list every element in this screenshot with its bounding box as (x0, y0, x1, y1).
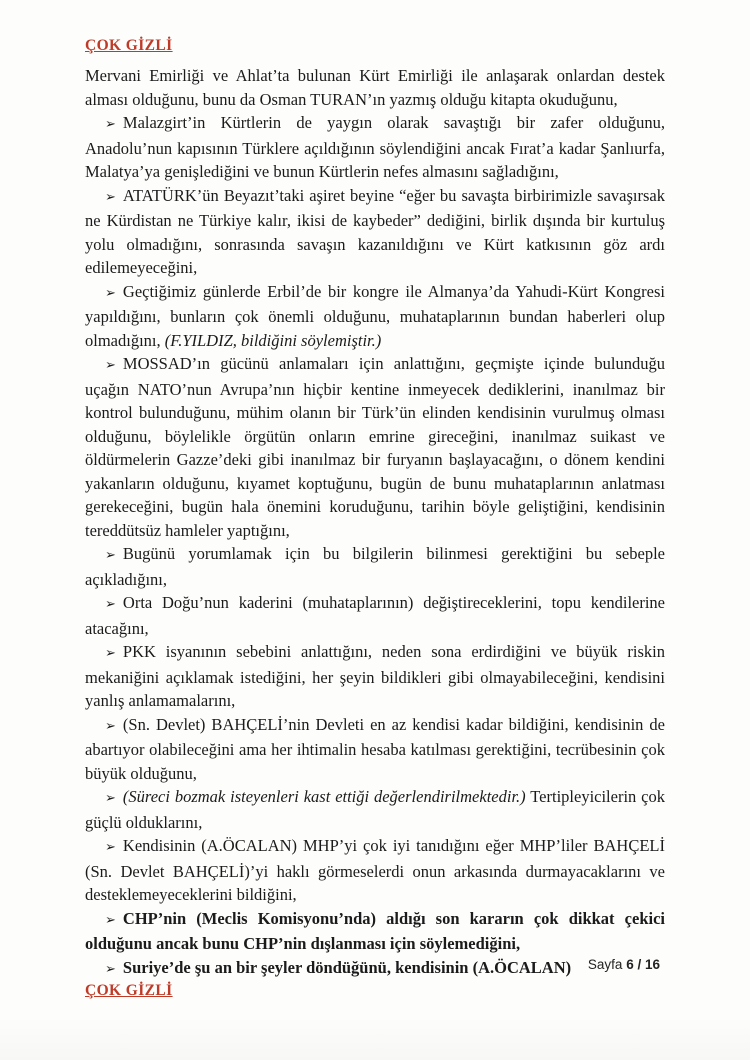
paragraph (85, 184, 665, 280)
bullet-arrow-icon: ➢ (105, 189, 116, 205)
paragraph (85, 907, 665, 956)
text-segment: CHP’nin (Meclis Komisyonu’nda) aldığı son kararın çok dikkat çekici olduğunu ancak bunu CHP’nin dışlanması için söylemediğini, (85, 908, 665, 953)
text-segment: Orta Doğu’nun kaderini (muhataplarının) değiştireceklerini, topu kendilerine atacağını, (85, 593, 665, 638)
bullet-arrow-icon: ➢ (105, 718, 116, 734)
text-segment: Suriye’de şu an bir şeyler döndüğünü, kendisinin (A.ÖCALAN) (122, 957, 572, 977)
text-segment: (Süreci bozmak isteyenleri kast ettiği değerlendirilmektedir.) (122, 787, 526, 806)
bullet-arrow-icon: ➢ (105, 646, 116, 661)
bullet-arrow-icon: ➢ (105, 912, 116, 928)
document-body (85, 64, 665, 981)
paragraph (85, 834, 665, 907)
text-segment: Mervani Emirliği ve Ahlat’ta bulunan Kürt Emirliği ile anlaşarak onlardan destek alması olduğunu, bunu da Osman TURAN’ın yazmış olduğu kitapta okuduğunu, (85, 66, 665, 109)
text-segment: ATATÜRK’ün Beyazıt’taki aşiret beyine “eğer bu savaşta birbirimizle savaşırsak ne Kürdistan ne Türkiye kalır, ikisi de kaybeder” dediğini, birlik dışında bir kurtuluş yolu olmadığını, sonrasında savaşın kazanıldığını ve Kürt katkısının göz ardı edilemeyeceğini, (85, 185, 665, 277)
text-segment: Malazgirt’in Kürtlerin de yaygın olarak savaştığı bir zafer olduğunu, Anadolu’nun kapısının Türklere açıldığının söylendiğini ancak Fırat’a kadar Şanlıurfa, Malatya’ya genişlediğini ve bunun Kürtlerin nefes almasını sağladığını, (85, 113, 665, 181)
page-number-label: Sayfa (587, 957, 623, 972)
paragraph (85, 352, 665, 542)
classification-banner-top: ÇOK GİZLİ (85, 37, 173, 54)
paragraph (85, 64, 665, 111)
page-number-value: 6 / 16 (626, 957, 660, 972)
bullet-arrow-icon: ➢ (105, 285, 116, 301)
text-segment: Tertipleyicilerin çok güçlü olduklarını, (85, 787, 665, 832)
classification-banner-bottom: ÇOK GİZLİ (85, 982, 173, 999)
text-segment: (F.YILDIZ, bildiğini söylemiştir.) (164, 330, 382, 350)
bullet-arrow-icon: ➢ (105, 358, 116, 373)
paragraph (85, 640, 665, 713)
paragraph (85, 713, 665, 786)
bullet-arrow-icon: ➢ (105, 791, 116, 806)
paragraph (85, 111, 665, 184)
paragraph (85, 591, 665, 640)
text-segment: Kendisinin (A.ÖCALAN) MHP’yi çok iyi tanıdığını eğer MHP’liler BAHÇELİ (Sn. Devlet BAHÇELİ)’yi haklı görmeselerdi onun arkasında durmayacaklarını ve desteklemeyeceklerini bildiğini, (85, 836, 665, 904)
bullet-arrow-icon: ➢ (105, 548, 116, 563)
bullet-arrow-icon: ➢ (105, 117, 116, 132)
paragraph (85, 785, 665, 834)
text-segment: MOSSAD’ın gücünü anlamaları için anlattığını, geçmişte içinde bulunduğu uçağın NATO’nun Avrupa’nın hiçbir kentine inmeyecek dediklerini, inanılmaz bir kontrol bulunduğunu, mühim olanın bir Türk’ün elinden kendisinin vurulmuş olması olduğunu, böylelikle örgütün onların emrine gireceğini, inanılmaz suikast ve öldürmelerin Gazze’deki gibi inanılmaz bir furyanın başlayacağını, o dönem kendini yakanların olduğunu, kıyamet koptuğunu, bugün de bunu muhataplarının anlatması gerekeceğini, bugün hala önemini koruduğunu, tarihin böyle geliştiğini, kendisinin tereddütsüz hamleler yaptığını, (85, 354, 665, 540)
text-segment: (Sn. Devlet) BAHÇELİ’nin Devleti en az kendisi kadar bildiğini, kendisinin de abartıyor olabileceğini ama her ihtimalin hesaba katılması gerektiğini, tecrübesinin çok büyük olduğunu, (85, 714, 665, 783)
paragraph (85, 542, 665, 591)
bullet-arrow-icon: ➢ (105, 597, 116, 612)
text-segment: Geçtiğimiz günlerde Erbil’de bir kongre ile Almanya’da Yahudi-Kürt Kongresi yapıldığını, bunların çok önemli olduğunu, muhataplarının bundan haberleri olup olmadığını, (85, 281, 665, 350)
bullet-arrow-icon: ➢ (105, 840, 116, 855)
text-segment: Bugünü yorumlamak için bu bilgilerin bilinmesi gerektiğini bu sebeple açıkladığını, (85, 544, 665, 589)
paragraph (85, 280, 665, 353)
bullet-arrow-icon: ➢ (105, 961, 116, 977)
text-segment: PKK isyanının sebebini anlattığını, neden sona erdirdiğini ve büyük riskin mekaniğini açıklamak istediğini, her şeyin bildikleri gibi olmayabileceğini, kendisini yanlış anlamamalarını, (85, 642, 665, 710)
page-number (85, 957, 660, 972)
